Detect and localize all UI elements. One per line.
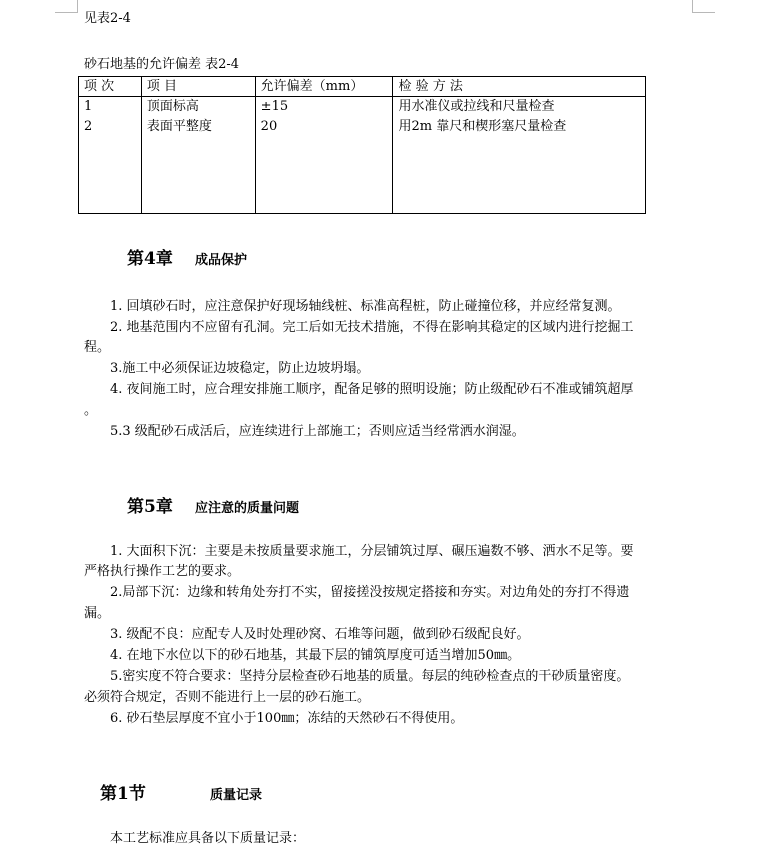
section-1-intro: 本工艺标准应具备以下质量记录：: [110, 831, 306, 846]
allowable-deviation-table: [78, 76, 646, 214]
ch5-item-2-cont: 漏。: [84, 606, 111, 621]
ch5-item-2: 2.局部下沉：边缘和转角处夯打不实，留接搓没按规定搭接和夯实。对边角处的夯打不得遗: [110, 585, 630, 600]
ch5-item-5-cont: 必须符合规定，否则不能进行上一层的砂石施工。: [84, 690, 371, 705]
header-item: 项 目: [141, 77, 255, 97]
chapter-4-title: 成品保护: [195, 253, 248, 268]
ch5-item-1-cont: 严格执行操作工艺的要求。: [84, 564, 241, 579]
cell-item-no: 2: [79, 117, 142, 137]
chapter-5-number: 第5章: [127, 497, 173, 517]
ch4-item-4: 4. 夜间施工时，应合理安排施工顺序，配备足够的照明设施；防止级配砂石不准或铺筑超厚: [110, 382, 634, 397]
section-1-heading: [100, 779, 262, 804]
section-1-title: 质量记录: [210, 788, 263, 803]
ch5-item-3: 3. 级配不良：应配专人及时处理砂窝、石堆等问题，做到砂石级配良好。: [110, 627, 530, 642]
ch4-item-2: 2. 地基范围内不应留有孔洞。完工后如无技术措施，不得在影响其稳定的区域内进行挖掘工: [110, 320, 634, 335]
ch5-item-1: 1. 大面积下沉：主要是未按质量要求施工，分层铺筑过厚、碾压遍数不够、洒水不足等。要: [110, 544, 634, 559]
ch4-item-3: 3.施工中必须保证边坡稳定，防止边坡坍塌。: [110, 361, 370, 376]
table-empty-row: [79, 137, 646, 214]
cell-method: 用2m 靠尺和楔形塞尺量检查: [393, 117, 646, 137]
header-allowable-deviation: 允许偏差（mm）: [255, 77, 393, 97]
ch4-item-1: 1. 回填砂石时，应注意保护好现场轴线桩、标准高程桩，防止碰撞位移，并应经常复测。: [110, 299, 621, 314]
ch5-item-4: 4. 在地下水位以下的砂石地基，其最下层的铺筑厚度可适当增加50㎜。: [110, 648, 521, 663]
cell-item-no: 1: [79, 97, 142, 118]
ch4-item-5: 5.3 级配砂石成活后，应连续进行上部施工；否则应适当经常洒水润湿。: [110, 424, 525, 439]
chapter-5-title: 应注意的质量问题: [195, 501, 300, 516]
cell-item: 表面平整度: [141, 117, 255, 137]
chapter-4-number: 第4章: [127, 249, 173, 269]
cell-method: 用水准仪或拉线和尺量检查: [393, 97, 646, 118]
table-caption: 砂石地基的允许偏差 表2-4: [84, 57, 240, 72]
chapter-5-heading: [127, 492, 299, 517]
ch5-item-6: 6. 砂石垫层厚度不宜小于100㎜；冻结的天然砂石不得使用。: [110, 711, 464, 726]
ch4-item-4-cont: 。: [84, 403, 98, 418]
header-item-no: 项 次: [79, 77, 142, 97]
see-table-reference: 见表2-4: [84, 11, 131, 26]
ch4-item-2-cont: 程。: [84, 340, 111, 355]
crop-mark-top-left: [55, 0, 78, 13]
table-row: [79, 117, 646, 137]
cell-item: 顶面标高: [141, 97, 255, 118]
crop-mark-top-right: [692, 0, 715, 13]
cell-deviation: 20: [255, 117, 393, 137]
table-header-row: [79, 77, 646, 97]
header-inspection-method: 检 验 方 法: [393, 77, 646, 97]
ch5-item-5: 5.密实度不符合要求：坚持分层检查砂石地基的质量。每层的纯砂检查点的干砂质量密度。: [110, 669, 630, 684]
section-1-number: 第1节: [100, 784, 146, 804]
cell-deviation: ±15: [255, 97, 393, 118]
chapter-4-heading: [127, 244, 247, 269]
table-row: [79, 97, 646, 118]
